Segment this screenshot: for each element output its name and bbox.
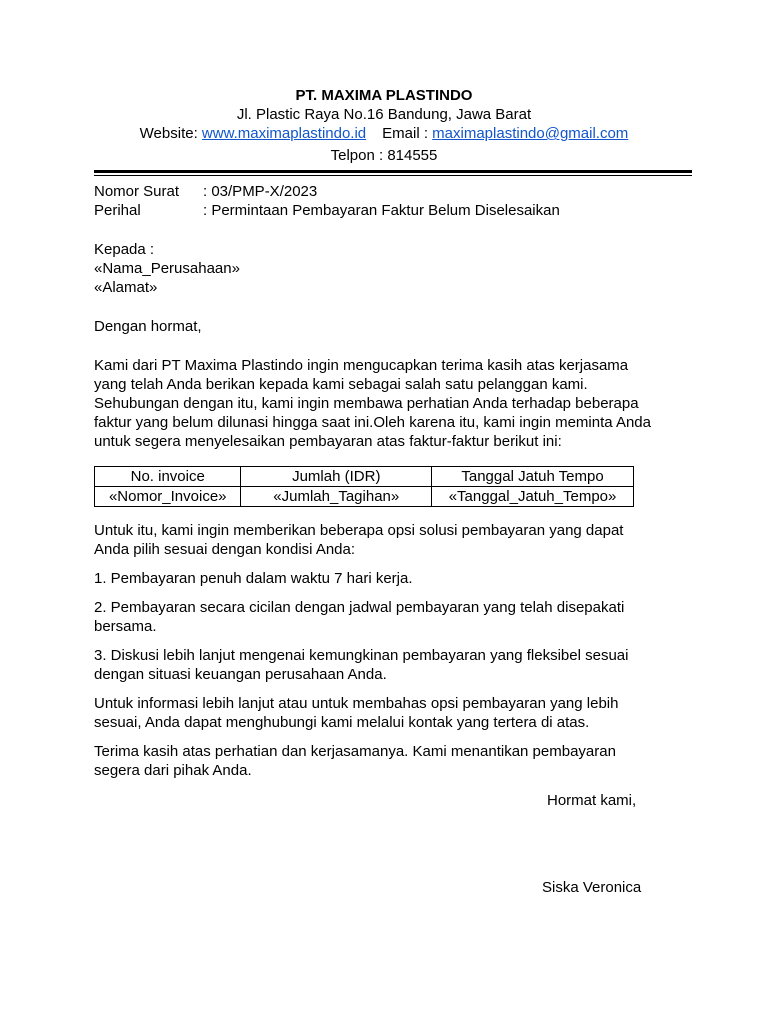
recipient-name: «Nama_Perusahaan» (94, 260, 240, 277)
table-cell: «Tanggal_Jatuh_Tempo» (432, 487, 634, 507)
company-address: Jl. Plastic Raya No.16 Bandung, Jawa Barat (236, 106, 532, 123)
column-header: No. invoice (95, 467, 241, 487)
letter-number-value: : 03/PMP-X/2023 (203, 183, 318, 200)
greeting: Dengan hormat, (94, 318, 202, 335)
column-header: Jumlah (IDR) (241, 467, 432, 487)
payment-option-2-line: bersama. (94, 618, 157, 635)
header-divider-thin (94, 175, 692, 176)
closing-regards: Hormat kami, (547, 792, 637, 809)
intro-line: Sehubungan dengan itu, kami ingin membawa perhatian Anda terhadap beberapa (94, 395, 639, 412)
payment-option-1: 1. Pembayaran penuh dalam waktu 7 hari kerja. (94, 570, 413, 587)
company-name: PT. MAXIMA PLASTINDO (295, 87, 473, 104)
contact-line (0, 124, 768, 144)
website-link[interactable]: www.maximaplastindo.id (201, 125, 367, 142)
recipient-address: «Alamat» (94, 279, 158, 296)
column-header: Tanggal Jatuh Tempo (432, 467, 634, 487)
table-header-row (95, 467, 634, 487)
company-phone: Telpon : 814555 (330, 147, 438, 164)
recipient-label: Kepada : (94, 241, 155, 258)
payment-option-3-line: 3. Diskusi lebih lanjut mengenai kemungkinan pembayaran yang fleksibel sesuai (94, 647, 629, 664)
table-cell: «Nomor_Invoice» (95, 487, 241, 507)
signer-name: Siska Veronica (542, 879, 642, 896)
payment-option-2-line: 2. Pembayaran secara cicilan dengan jadwal pembayaran yang telah disepakati (94, 599, 625, 616)
info-line: sesuai, Anda dapat menghubungi kami melalui kontak yang tertera di atas. (94, 714, 590, 731)
email-label: Email : (382, 125, 433, 142)
email-link[interactable]: maximaplastindo@gmail.com (432, 125, 629, 142)
letter-number-row (94, 182, 317, 202)
options-intro-line: Anda pilih sesuai dengan kondisi Anda: (94, 541, 356, 558)
invoice-table (94, 466, 634, 507)
letter-number-label: Nomor Surat (94, 183, 180, 200)
thanks-line: segera dari pihak Anda. (94, 762, 252, 779)
intro-line: untuk segera menyelesaikan pembayaran atas faktur-faktur berikut ini: (94, 433, 562, 450)
table-row (95, 487, 634, 507)
options-intro-line: Untuk itu, kami ingin memberikan beberapa opsi solusi pembayaran yang dapat (94, 522, 624, 539)
payment-option-3-line: dengan situasi keuangan perusahaan Anda. (94, 666, 387, 683)
letter-subject-row (94, 201, 560, 221)
letter-subject-value: : Permintaan Pembayaran Faktur Belum Diselesaikan (203, 202, 560, 219)
header-divider-thick (94, 170, 692, 173)
website-label: Website: (139, 125, 202, 142)
intro-line: yang telah Anda berikan kepada kami sebagai salah satu pelanggan kami. (94, 376, 588, 393)
info-line: Untuk informasi lebih lanjut atau untuk membahas opsi pembayaran yang lebih (94, 695, 619, 712)
thanks-line: Terima kasih atas perhatian dan kerjasamanya. Kami menantikan pembayaran (94, 743, 616, 760)
intro-line: Kami dari PT Maxima Plastindo ingin mengucapkan terima kasih atas kerjasama (94, 357, 629, 374)
intro-line: faktur yang belum dilunasi hingga saat ini.Oleh karena itu, kami ingin meminta Anda (94, 414, 651, 431)
table-cell: «Jumlah_Tagihan» (241, 487, 432, 507)
letter-subject-label: Perihal (94, 202, 141, 219)
